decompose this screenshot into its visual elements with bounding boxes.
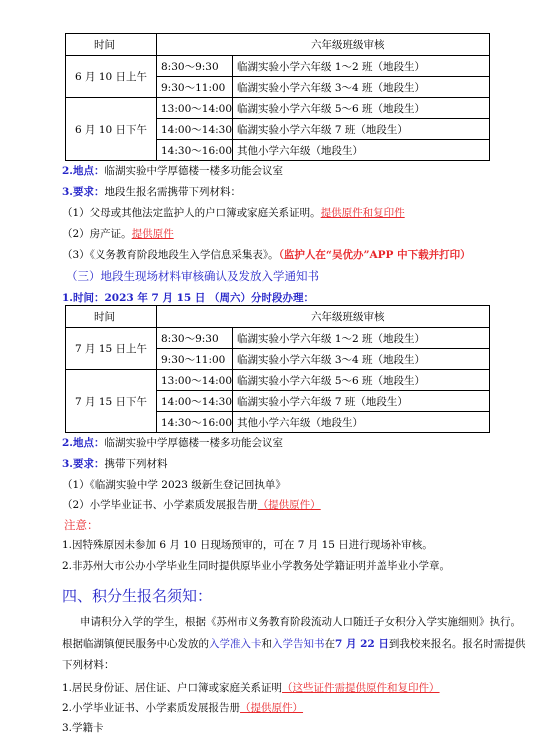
slot-cell: 9:30～11:00 bbox=[157, 77, 233, 98]
material-item: 3.学籍卡 bbox=[62, 722, 104, 734]
classes-cell: 临湖实验小学六年级 5～6 班（地段生） bbox=[233, 98, 490, 119]
header-time: 时间 bbox=[66, 34, 157, 56]
paragraph-line: 申请积分入学的学生，根据《苏州市义务教育阶段流动人口随迁子女积分入学实施细则》执行。 bbox=[80, 616, 521, 628]
material-item bbox=[62, 226, 174, 241]
requirement-value: 携带下列材料 bbox=[104, 458, 168, 470]
notice-label: 注意： bbox=[64, 518, 99, 532]
classes-cell: 临湖实验小学六年级 3～4 班（地段生） bbox=[233, 349, 490, 370]
classes-cell: 其他小学六年级（地段生） bbox=[233, 412, 490, 433]
material-note: （监护人在“吴优办”APP 中下载并打印） bbox=[278, 249, 471, 261]
table-header-row bbox=[66, 306, 490, 328]
slot-cell: 14:00～14:30 bbox=[157, 119, 233, 140]
table-header-row bbox=[66, 34, 490, 56]
paragraph-line bbox=[62, 636, 525, 651]
schedule-table-june bbox=[65, 33, 490, 161]
material-item bbox=[62, 700, 303, 715]
material-item bbox=[62, 497, 321, 512]
material-text: （1）父母或其他法定监护人的户口簿或家庭关系证明。 bbox=[62, 207, 321, 219]
time-cell: 6 月 10 日下午 bbox=[66, 98, 157, 161]
material-note: 提供原件 bbox=[131, 228, 174, 240]
entry-card: 入学准入卡 bbox=[209, 638, 262, 650]
slot-cell: 9:30～11:00 bbox=[157, 349, 233, 370]
material-text: （2）小学毕业证书、小学素质发展报告册 bbox=[62, 499, 258, 511]
classes-cell: 临湖实验小学六年级 7 班（地段生） bbox=[233, 391, 490, 412]
location-line bbox=[62, 163, 283, 178]
material-text: （2）房产证。 bbox=[62, 228, 132, 240]
material-item: （1）《临湖实验中学 2023 级新生登记回执单》 bbox=[62, 479, 286, 491]
table-row bbox=[66, 370, 490, 391]
classes-cell: 临湖实验小学六年级 7 班（地段生） bbox=[233, 119, 490, 140]
material-item bbox=[62, 205, 405, 220]
slot-cell: 13:00～14:00 bbox=[157, 370, 233, 391]
location-label: 2.地点： bbox=[62, 165, 105, 177]
notice-letter: 入学告知书 bbox=[272, 638, 325, 650]
header-classes: 六年级班级审核 bbox=[157, 306, 490, 328]
slot-cell: 8:30～9:30 bbox=[157, 328, 233, 349]
material-note: （提供原件） bbox=[240, 702, 304, 714]
slot-cell: 14:30～16:00 bbox=[157, 412, 233, 433]
date: 7 月 22 日 bbox=[335, 638, 389, 650]
text: 和 bbox=[261, 638, 272, 650]
notice-item: 1.因特殊原因未参加 6 月 10 日现场预审的，可在 7 月 15 日进行现场补审核。 bbox=[62, 539, 433, 551]
classes-cell: 临湖实验小学六年级 3～4 班（地段生） bbox=[233, 77, 490, 98]
location-line bbox=[62, 435, 283, 450]
classes-cell: 其他小学六年级（地段生） bbox=[233, 140, 490, 161]
section-heading: （三）地段生现场材料审核确认及发放入学通知书 bbox=[66, 269, 319, 283]
notice-item: 2.非苏州大市公办小学毕业生同时提供原毕业小学教务处学籍证明并盖毕业小学章。 bbox=[62, 560, 451, 572]
time-line bbox=[62, 290, 314, 305]
material-note: （提供原件） bbox=[257, 499, 321, 511]
requirement-label: 3.要求： bbox=[62, 186, 105, 198]
header-classes: 六年级班级审核 bbox=[157, 34, 490, 56]
text: 根据临湖镇便民服务中心发放的 bbox=[62, 638, 209, 650]
material-text: （3）《义务教育阶段地段生入学信息采集表》。 bbox=[62, 249, 279, 261]
slot-cell: 14:30～16:00 bbox=[157, 140, 233, 161]
header-time: 时间 bbox=[66, 306, 157, 328]
table-row bbox=[66, 328, 490, 349]
material-text: 2.小学毕业证书、小学素质发展报告册 bbox=[62, 702, 241, 714]
classes-cell: 临湖实验小学六年级 1～2 班（地段生） bbox=[233, 56, 490, 77]
material-note: （这些证件需提供原件和复印件） bbox=[282, 682, 440, 694]
slot-cell: 13:00～14:00 bbox=[157, 98, 233, 119]
requirement-line bbox=[62, 456, 167, 471]
paragraph-line: 下列材料： bbox=[62, 659, 115, 671]
time-value: 2023 年 7 月 15 日 （周六）分时段办理： bbox=[104, 292, 315, 304]
material-text: 1.居民身份证、居住证、户口簿或家庭关系证明 bbox=[62, 682, 283, 694]
material-item bbox=[62, 247, 471, 262]
location-value: 临湖实验中学厚德楼一楼多功能会议室 bbox=[104, 437, 283, 449]
requirement-label: 3.要求： bbox=[62, 458, 105, 470]
location-value: 临湖实验中学厚德楼一楼多功能会议室 bbox=[104, 165, 283, 177]
slot-cell: 8:30～9:30 bbox=[157, 56, 233, 77]
time-cell: 7 月 15 日下午 bbox=[66, 370, 157, 433]
classes-cell: 临湖实验小学六年级 1～2 班（地段生） bbox=[233, 328, 490, 349]
requirement-line bbox=[62, 184, 241, 199]
time-cell: 7 月 15 日上午 bbox=[66, 328, 157, 370]
classes-cell: 临湖实验小学六年级 5～6 班（地段生） bbox=[233, 370, 490, 391]
time-label: 1.时间： bbox=[62, 292, 105, 304]
requirement-value: 地段生报名需携带下列材料： bbox=[104, 186, 241, 198]
section-heading: 四、积分生报名须知： bbox=[62, 587, 213, 605]
location-label: 2.地点： bbox=[62, 437, 105, 449]
material-item bbox=[62, 680, 440, 695]
material-note: 提供原件和复印件 bbox=[320, 207, 405, 219]
schedule-table-july bbox=[65, 305, 490, 433]
table-row bbox=[66, 98, 490, 119]
table-row bbox=[66, 56, 490, 77]
time-cell: 6 月 10 日上午 bbox=[66, 56, 157, 98]
slot-cell: 14:00～14:30 bbox=[157, 391, 233, 412]
text: 在 bbox=[324, 638, 335, 650]
text: 到我校来报名。报名时需提供 bbox=[388, 638, 526, 650]
